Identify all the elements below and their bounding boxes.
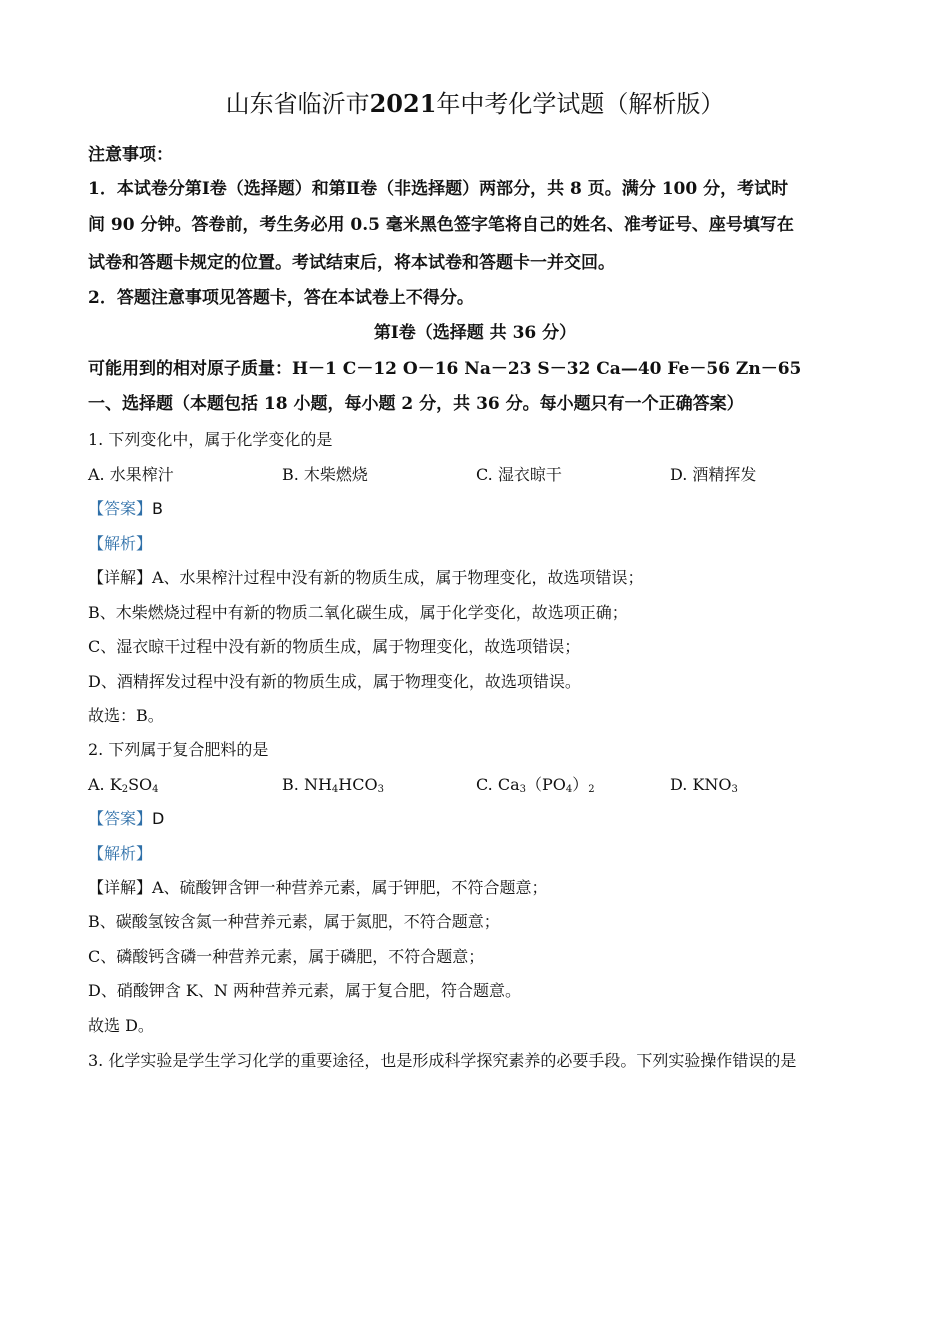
notice-heading: 注意事项：: [88, 145, 173, 165]
answer-value: D: [152, 809, 165, 828]
q2-detail-line: C、磷酸钙含磷一种营养元素，属于磷肥，不符合题意；: [88, 947, 485, 966]
q2-option-a: A. $K_2SO_4$: [88, 775, 159, 795]
q1-answer: [88, 498, 910, 520]
q1-option-a: A. 水果榨汁: [88, 465, 174, 484]
q2-option-d: D. $KNO_3$: [670, 775, 738, 795]
q1-detail-line: C、湿衣晾干过程中没有新的物质生成，属于物理变化，故选项错误；: [88, 637, 581, 656]
notice-line-1: 1．本试卷分第Ⅰ卷（选择题）和第Ⅱ卷（非选择题）两部分，共 8 页。满分 100 分，考试时: [88, 179, 789, 199]
q2-detail-line: D、硝酸钾含 K、N 两种营养元素，属于复合肥，符合题意。: [88, 981, 521, 1000]
atomic-masses: 可能用到的相对原子质量：H－1 C－12 O－16 Na－23 S－32 Ca—40 Fe－56 Zn－65: [88, 359, 802, 379]
notice-line-3: 试卷和答题卡规定的位置。考试结束后，将本试卷和答题卡一并交回。: [88, 253, 615, 273]
q1-option-c: C. 湿衣晾干: [476, 465, 562, 484]
q1-option-d: D. 酒精挥发: [670, 465, 757, 484]
q1-option-b: B. 木柴燃烧: [282, 465, 368, 484]
notice-line-2: 间 90 分钟。答卷前，考生务必用 0.5 毫米黑色签字笔将自己的姓名、准考证号、座号填写在: [88, 215, 794, 235]
document-title: 山东省临沂市2021年中考化学试题（解析版）: [225, 89, 725, 118]
q2-stem: 2. 下列属于复合肥料的是: [88, 740, 269, 759]
q2-option-b: B. $NH_4HCO_3$: [282, 775, 384, 795]
q1-stem: 1. 下列变化中，属于化学变化的是: [88, 430, 333, 449]
answer-tag: 【答案】: [88, 499, 153, 518]
q2-answer: [88, 808, 910, 830]
section-instructions: 一、选择题（本题包括 18 小题，每小题 2 分，共 36 分。每小题只有一个正确答案）: [88, 394, 744, 414]
q2-analysis-tag: 【解析】: [88, 844, 153, 863]
answer-tag: 【答案】: [88, 809, 153, 828]
q2-conclusion: 故选 D。: [88, 1016, 154, 1035]
q3-stem: 3. 化学实验是学生学习化学的重要途径，也是形成科学探究素养的必要手段。下列实验操作错误的是: [88, 1051, 797, 1070]
notice-line-4: 2．答题注意事项见答题卡，答在本试卷上不得分。: [88, 288, 474, 308]
q1-analysis-tag: 【解析】: [88, 534, 153, 553]
q2-option-c: C. $Ca_3(PO_4)_2$: [476, 775, 595, 795]
q1-detail-line: B、木柴燃烧过程中有新的物质二氧化碳生成，属于化学变化，故选项正确；: [88, 603, 628, 622]
answer-value: B: [152, 499, 163, 518]
q1-detail-line: D、酒精挥发过程中没有新的物质生成，属于物理变化，故选项错误。: [88, 672, 581, 691]
q2-detail-line: B、碳酸氢铵含氮一种营养元素，属于氮肥，不符合题意；: [88, 912, 500, 931]
q1-detail-line: 【详解】A、水果榨汁过程中没有新的物质生成，属于物理变化，故选项错误；: [88, 568, 644, 587]
section-title: 第Ⅰ卷（选择题 共 36 分）: [373, 323, 577, 343]
q1-conclusion: 故选：B。: [88, 706, 164, 725]
q2-detail-line: 【详解】A、硫酸钾含钾一种营养元素，属于钾肥，不符合题意；: [88, 878, 548, 897]
